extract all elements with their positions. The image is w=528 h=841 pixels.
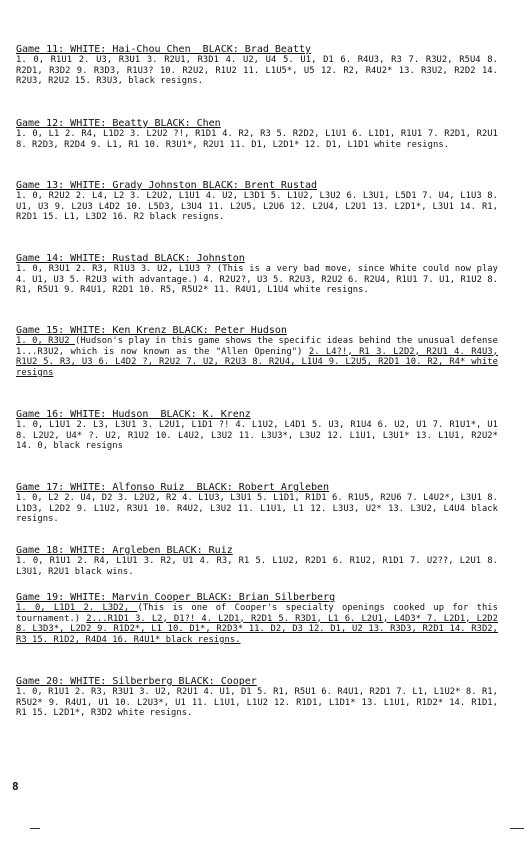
annotation: (This is one of Cooper's specialty openings cooked up for this tournament.) — [16, 603, 498, 624]
game-15 — [16, 325, 498, 378]
game-12 — [16, 118, 498, 150]
underlined-moves: 1. 0, R3U2 — [16, 336, 75, 346]
game-moves — [16, 603, 498, 645]
annotation: (Hudson's play in this game shows the specific ideas behind the unusual defense 1...R3U2, which is now known as the "Allen Opening") — [16, 336, 498, 357]
game-moves: 1. 0, L2 2. U4, D2 3. L2U2, R2 4. L1U3, L3U1 5. L1D1, R1D1 6. R1U5, R2U6 7. L4U2*, L3U1 8. L1D3, L2D2 9. L1U2, R3U1 10. R4U2, L3U2 11. L1U1, L1 12. L3U3, U2* 13. L3U2, L4U4 black resigns. — [16, 493, 498, 525]
game-title: Game 14: WHITE: Rustad BLACK: Johnston — [16, 253, 245, 264]
game-moves: 1. 0, R1U1 2. U3, R3U1 3. R2U1, R3D1 4. U2, U4 5. U1, D1 6. R4U3, R3 7. R3U2, R5U4 8. R2D1, R3D2 9. R3D3, R1U3? 10. R2U2, R1U2 11. L1U5*, U5 12. R2, R4U2* 13. R3U2, R2D2 14. R2U3, R2U2 15. R3U3, black resigns. — [16, 55, 498, 87]
game-title: Game 11: WHITE: Hai-Chou Chen BLACK: Brad Beatty — [16, 44, 312, 55]
game-moves: 1. 0, R2U2 2. L4, L2 3. L2U2, L1U1 4. U2, L3D1 5. L1U2, L3U2 6. L3U1, L5D1 7. U4, L1U3 8. U1, U3 9. L2U3 L4D2 10. L5D3, L3U4 11. L2U5, L2U6 12. L2U4, L2U1 13. L2D1*, L3U1 14. R1, R2D1 15. L1, L3D2 16. R2 black resigns. — [16, 191, 498, 223]
game-moves: 1. 0, R3U1 2. R3, R1U3 3. U2, L1U3 ? (This is a very bad move, since White could now play 4. U1, U3 5. R2U3 with advantage.) 4. R2U2?, U3 5. R2U3, R2U2 6. R2U4, R1U1 7. U1, R1U2 8. R1, R5U1 9. R4U1, R2D1 10. R5, R5U2* 11. R4U1, L1U4 white resigns. — [16, 264, 498, 296]
game-16 — [16, 409, 498, 452]
game-20 — [16, 676, 498, 719]
game-title: Game 18: WHITE: Argleben BLACK: Ruiz — [16, 545, 233, 556]
game-moves: 1. 0, R1U1 2. R4, L1U1 3. R2, U1 4. R3, R1 5. L1U2, R2D1 6. R1U2, R1D1 7. U2??, L2U1 8. L3U1, R2U1 black wins. — [16, 556, 498, 577]
game-11 — [16, 44, 498, 87]
game-14 — [16, 253, 498, 296]
game-13 — [16, 180, 498, 223]
underlined-moves: 1. 0, L1D1 2. L3D2, — [16, 603, 138, 613]
game-moves — [16, 336, 498, 378]
game-18 — [16, 545, 498, 577]
game-title: Game 12: WHITE: Beatty BLACK: Chen — [16, 118, 221, 129]
game-title: Game 20: WHITE: Silberberg BLACK: Cooper — [16, 676, 257, 687]
scan-mark — [510, 828, 524, 829]
game-17 — [16, 482, 498, 525]
game-moves: 1. 0, L1 2. R4, L1D2 3. L2U2 ?!, R1D1 4. R2, R3 5. R2D2, L1U1 6. L1D1, R1U1 7. R2D1, R2U1 8. R2D3, R2D4 9. L1, R1 10. R3U1*, R2U1 11. D1, L2D1* 12. D1, L1D1 white resigns. — [16, 129, 498, 150]
underlined-moves: 2...R1D1 3. L2, D1?! 4. L2D1, R2D1 5. R3D1, L1 6. L2U1, L4D3* 7. L2D1, L2D2 8. L3D3*, L2D2 9. R1D2*, L1 10. D1*, R2D3* 11. D2, D3 12. D1, U2 13. R3D3, R2D1 14. R3D2, R3 15. R1D2, R4D4 16. R4U1* black resigns. — [16, 613, 498, 645]
underlined-moves: 2. L4?!, R1 3. L2D2, R2U1 4. R4U3, R1U2 5. R3, U3 6. L4D2 ?, R2U2 7. U2, R2U3 8. R2U4, L1U4 9. L2U5, R2D1 10. R2, R4* white resigns — [16, 346, 498, 378]
game-19 — [16, 592, 498, 645]
game-moves: 1. 0, R1U1 2. R3, R3U1 3. U2, R2U1 4. U1, D1 5. R1, R5U1 6. R4U1, R2D1 7. L1, L1U2* 8. R1, R5U2* 9. R4U1, U1 10. L2U3*, U1 11. L1U1, L1U2 12. R1D1, L1D1* 13. L1U1, R1D2* 14. R1D1, R1 15. L2D1*, R3D2 white resigns. — [16, 687, 498, 719]
game-title: Game 19: WHITE: Marvin Cooper BLACK: Brian Silberberg — [16, 592, 336, 603]
page-number: 8 — [12, 780, 19, 793]
game-moves: 1. 0, L1U1 2. L3, L3U1 3. L2U1, L1D1 ?! 4. L1U2, L4D1 5. U3, R1U4 6. U2, U1 7. R1U1*, U1 8. L2U2, U4* ?. U2, R1U2 10. L4U2, L3U2 11. L3U3*, L3U2 12. L1U1, L3U1* 13. L1U1, R2U2* 14. 0, black resigns — [16, 420, 498, 452]
scan-mark — [30, 828, 40, 829]
game-title: Game 15: WHITE: Ken Krenz BLACK: Peter Hudson — [16, 325, 287, 336]
game-title: Game 16: WHITE: Hudson BLACK: K. Krenz — [16, 409, 251, 420]
game-title: Game 13: WHITE: Grady Johnston BLACK: Brent Rustad — [16, 180, 318, 191]
game-title: Game 17: WHITE: Alfonso Ruiz BLACK: Robert Argleben — [16, 482, 330, 493]
